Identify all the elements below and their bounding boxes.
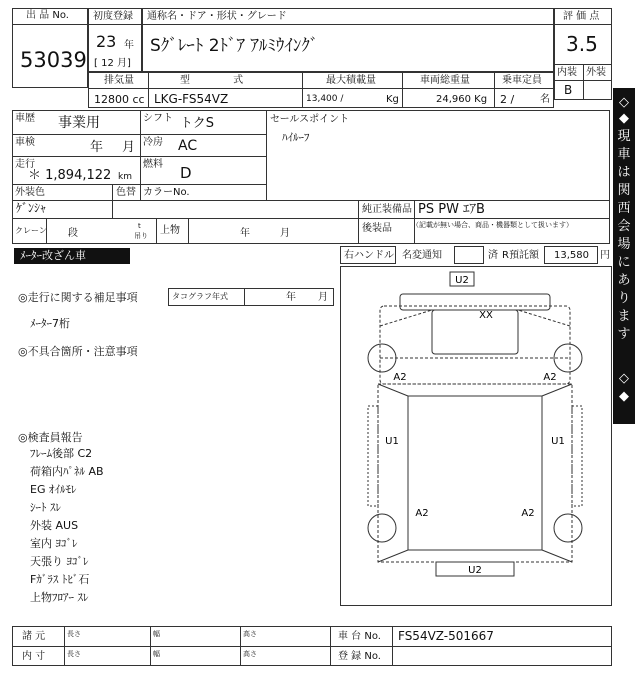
aftermarket-label: 後装品: [362, 223, 392, 234]
model-label: 型 式: [180, 75, 264, 86]
mileage-unit: km: [118, 172, 132, 182]
side-char: 現: [617, 129, 631, 144]
lot-label: 出 品 No.: [26, 10, 69, 21]
right-hand-label: 右ハンドル: [344, 250, 394, 261]
side-char: す: [617, 327, 631, 342]
side-char: 関: [617, 183, 631, 198]
first-reg-year: 23: [96, 32, 117, 51]
side-char: あ: [617, 273, 631, 288]
length-label: 長さ: [67, 650, 81, 658]
eval-label: 評 価 点: [563, 11, 600, 22]
mark-cab: XX: [479, 310, 493, 321]
side-char: 西: [617, 201, 631, 216]
exterior-label: 外装: [586, 67, 606, 78]
color-code-label: カラーNo.: [143, 187, 190, 198]
side-char: に: [617, 255, 631, 270]
side-char: ま: [617, 309, 631, 324]
inspector-note: ﾌﾚｰﾑ後部 C2: [30, 447, 93, 460]
year-unit: 年: [124, 40, 134, 51]
recycle-label: R預託額: [502, 250, 539, 261]
width-label: 幅: [153, 650, 160, 658]
crane-label: クレーン: [15, 226, 47, 235]
inspection-year: 年: [90, 140, 104, 155]
inspection-month: 月: [122, 140, 136, 155]
mark-left-side: U1: [385, 436, 399, 447]
sales-point-value: ﾊｲﾙｰﾌ: [282, 131, 310, 144]
mark-top: U2: [455, 275, 469, 286]
displacement-label: 排気量: [104, 75, 134, 86]
tacho-label: タコグラフ年式: [172, 292, 228, 301]
mark-front-left: A2: [393, 372, 407, 383]
inspection-label: 車検: [15, 137, 35, 148]
tacho-year: 年: [286, 292, 296, 303]
interior-grade: B: [564, 83, 573, 97]
running-supplement-label: ◎走行に関する補足事項: [18, 291, 138, 304]
history-value: 事業用: [58, 115, 100, 131]
recycle-value: 13,580: [554, 250, 589, 261]
truck-diagram: [340, 266, 612, 606]
side-char: ◇: [619, 371, 629, 386]
side-char: 場: [617, 237, 631, 252]
location-notice-strip: [613, 88, 635, 424]
capacity-label: 乗車定員: [502, 75, 542, 86]
ext-color-label: 外装色: [15, 187, 45, 198]
mark-front-right: A2: [543, 372, 557, 383]
max-load-label: 最大積載量: [326, 75, 376, 86]
max-load-value: 13,400 /: [306, 94, 344, 104]
aftermarket-note: （記載が無い場合、商品・機器類として扱います）: [412, 221, 573, 229]
recycle-unit: 円: [600, 250, 610, 261]
inspector-note: Fｶﾞﾗｽ ﾄﾋﾞ石: [30, 573, 90, 586]
capacity-unit: 名: [540, 94, 550, 105]
fuel-value: D: [180, 164, 192, 182]
meter-tamper-tag: ﾒｰﾀｰ改ざん車: [14, 248, 130, 264]
mark-rear-left: A2: [415, 508, 429, 519]
recycle-prefix: 済: [488, 250, 498, 261]
gross-weight-value: 24,960 Kg: [436, 94, 488, 105]
interior-label: 内装: [557, 67, 577, 78]
first-reg-label: 初度登録: [93, 11, 133, 22]
mark-bottom: U2: [468, 565, 482, 576]
cooling-value: AC: [178, 138, 198, 154]
history-label: 車歴: [15, 113, 35, 124]
ext-color-value: ｹﾞﾝｼｬ: [16, 201, 47, 215]
crane-hang: 吊り: [134, 232, 148, 240]
shift-value: トクS: [180, 116, 214, 131]
interior-dims-label: 内 寸: [22, 651, 46, 662]
model-name: Sｸﾞﾚｰﾄ 2ﾄﾞｱ ｱﾙﾐｳｲﾝｸﾞ: [150, 36, 319, 56]
side-char: 会: [617, 219, 631, 234]
upper-year: 年: [240, 228, 250, 239]
crane-stage: 段: [68, 228, 78, 239]
mileage-value: ＊ 1,894,122: [28, 168, 112, 183]
shift-label: シフト: [143, 113, 173, 124]
fuel-label: 燃料: [143, 159, 163, 170]
crane-ton: t: [138, 222, 141, 230]
mileage-label: 走行: [15, 159, 35, 170]
lot-number: 53039: [20, 48, 87, 72]
inspector-note: 室内 ﾖｺﾞﾚ: [30, 537, 78, 550]
sales-point-label: セールスポイント: [270, 114, 350, 125]
side-char: ◆: [619, 389, 629, 404]
side-char: り: [617, 291, 631, 306]
color-no-label: 色替: [116, 187, 136, 198]
oem-equipment-label: 純正装備品: [362, 204, 412, 215]
mark-right-side: U1: [551, 436, 565, 447]
defects-label: ◎不具合箇所・注意事項: [18, 345, 138, 358]
running-note: ﾒｰﾀｰ7桁: [30, 317, 70, 330]
displacement-value: 12800 cc: [94, 93, 145, 106]
height-label: 高さ: [243, 650, 257, 658]
eval-score: 3.5: [566, 32, 598, 56]
inspector-note: EG ｵｲﾙﾓﾚ: [30, 483, 77, 496]
length-label: 長さ: [67, 630, 81, 638]
upper-label: 上物: [160, 225, 180, 236]
inspector-note: 天張り ﾖｺﾞﾚ: [30, 555, 89, 568]
first-reg-month: [ 12 月]: [94, 58, 131, 69]
model-name-label: 通称名・ドア・形状・グレード: [147, 11, 287, 22]
dims-label: 諸 元: [22, 631, 46, 642]
side-char: ◆: [619, 111, 629, 126]
inspector-note: ｼｰﾄ ｽﾚ: [30, 501, 61, 514]
gross-weight-label: 車両総重量: [420, 75, 470, 86]
cooling-label: 冷房: [143, 137, 163, 148]
model-value: LKG-FS54VZ: [154, 92, 229, 106]
name-change-box: [454, 246, 484, 264]
inspector-label: ◎検査員報告: [18, 431, 83, 444]
inspector-note: 荷箱内ﾊﾟﾈﾙ AB: [30, 465, 104, 478]
reg-label: 登 録 No.: [338, 651, 381, 662]
name-change-label: 名変通知: [402, 250, 442, 261]
oem-equipment-value: PS PW ｴｱB: [418, 202, 485, 217]
tacho-month: 月: [318, 292, 328, 303]
inspector-note: 上物ﾌﾛｱｰ ｽﾚ: [30, 591, 89, 604]
chassis-label: 車 台 No.: [338, 631, 381, 642]
upper-month: 月: [280, 228, 290, 239]
capacity-value: 2 /: [500, 93, 515, 106]
width-label: 幅: [153, 630, 160, 638]
side-char: ◇: [619, 95, 629, 110]
max-load-unit: Kg: [386, 94, 399, 105]
side-char: 車: [617, 147, 631, 162]
mark-rear-right: A2: [521, 508, 535, 519]
height-label: 高さ: [243, 630, 257, 638]
side-char: は: [617, 165, 631, 180]
chassis-no: FS54VZ-501667: [398, 629, 494, 643]
inspector-note: 外装 AUS: [30, 519, 79, 532]
